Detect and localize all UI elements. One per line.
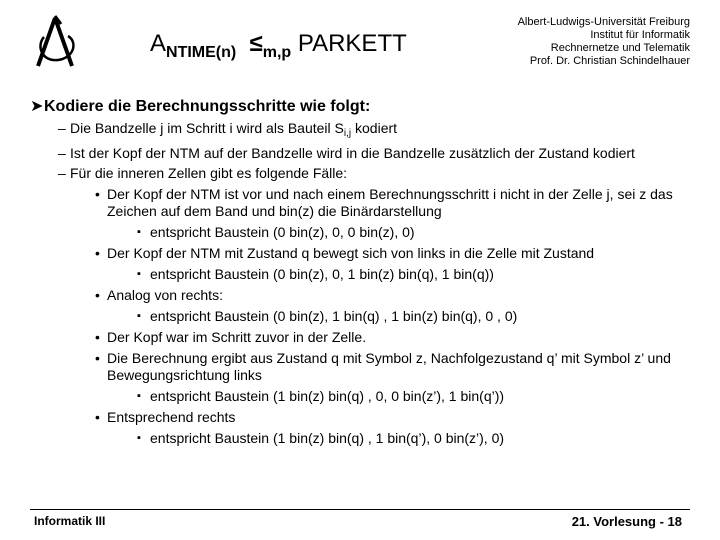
title-main: A: [150, 30, 167, 57]
bullet-item-text: Der Kopf der NTM ist vor und nach einem Berechnungsschritt i nicht in der Zelle j, sei z das Zeichen auf dem Band und bin(z) die Binärdarstellung: [107, 186, 673, 219]
bullet-item: [30, 245, 700, 262]
title-tail: PARKETT: [297, 30, 407, 57]
institute-line: Rechnernetze und Telematik: [550, 42, 690, 54]
bullet-item: [30, 186, 700, 220]
dash-item-text: Die Bandzelle j im Schritt i wird als Bauteil S: [70, 120, 344, 136]
dash-marker: –: [58, 120, 66, 136]
bullet-item: [30, 350, 700, 384]
bullet-item-text: Der Kopf war im Schritt zuvor in der Zelle.: [107, 329, 367, 345]
bullet-item-text: Analog von rechts:: [107, 287, 223, 303]
dash-item-text: Ist der Kopf der NTM auf der Bandzelle wird in die Bandzelle zusätzlich der Zustand kodiert: [70, 145, 635, 161]
cell-subscript: i,j: [343, 128, 352, 139]
dash-item-text-end: kodiert: [351, 120, 398, 136]
relation-symbol: ≤: [249, 30, 263, 57]
footer-course: Informatik III: [34, 514, 106, 528]
sub-bullet-item: [30, 266, 700, 283]
bullet-item: [30, 409, 700, 426]
sub-bullet-item: [30, 308, 700, 325]
sub-bullet-item: [30, 430, 700, 447]
institute-line: Institut für Informatik: [590, 29, 690, 41]
bullet-marker: •: [95, 409, 100, 425]
slide-content: [30, 97, 700, 447]
square-bullet-icon: ▪: [137, 226, 141, 238]
sub-bullet-text: entspricht Baustein (1 bin(z) bin(q) , 0, 0 bin(z’), 1 bin(q’)): [150, 388, 505, 404]
bullet-item-text: Entsprechend rechts: [107, 409, 236, 425]
reduction-relation: [249, 30, 292, 61]
bullet-marker: •: [95, 186, 100, 202]
square-bullet-icon: ▪: [137, 432, 141, 444]
institute-line: Albert-Ludwigs-Universität Freiburg: [517, 16, 690, 28]
page-title: [150, 30, 407, 62]
square-bullet-icon: ▪: [137, 390, 141, 402]
sub-bullet-text: entspricht Baustein (0 bin(z), 1 bin(q) , 1 bin(z) bin(q), 0 , 0): [150, 308, 518, 324]
university-logo-icon: [28, 12, 88, 74]
bullet-marker: •: [95, 245, 100, 261]
dash-item: [30, 165, 700, 182]
sub-bullet-text: entspricht Baustein (0 bin(z), 0, 0 bin(z), 0): [150, 224, 415, 240]
bullet-item: [30, 287, 700, 304]
bullet-item-text: Die Berechnung ergibt aus Zustand q mit Symbol z, Nachfolgezustand q’ mit Symbol z’ und Bewegungsrichtung links: [107, 350, 671, 383]
main-bullet: [30, 97, 700, 117]
square-bullet-icon: ▪: [137, 268, 141, 280]
title-subscript: NTIME(n): [166, 44, 237, 61]
sub-bullet-text: entspricht Baustein (0 bin(z), 0, 1 bin(z) bin(q), 1 bin(q)): [150, 266, 494, 282]
main-bullet-text: Kodiere die Berechnungsschritte wie folgt:: [44, 98, 371, 115]
bullet-marker: •: [95, 329, 100, 345]
institute-line: Prof. Dr. Christian Schindelhauer: [529, 55, 690, 67]
dash-item: [30, 145, 700, 162]
sub-bullet-item: [30, 224, 700, 241]
bullet-item-text: Der Kopf der NTM mit Zustand q bewegt sich von links in die Zelle mit Zustand: [107, 245, 595, 261]
arrow-bullet-icon: ➤: [30, 98, 44, 115]
bullet-item: [30, 329, 700, 346]
dash-item-text: Für die inneren Zellen gibt es folgende Fälle:: [70, 165, 348, 181]
square-bullet-icon: ▪: [137, 310, 141, 322]
dash-marker: –: [58, 165, 66, 181]
footer-divider: [30, 509, 690, 510]
sub-bullet-item: [30, 388, 700, 405]
dash-marker: –: [58, 145, 66, 161]
dash-item: [30, 120, 700, 142]
footer-page-number: 21. Vorlesung - 18: [571, 514, 682, 529]
relation-subscript: m,p: [262, 44, 292, 61]
bullet-marker: •: [95, 287, 100, 303]
bullet-marker: •: [95, 350, 100, 366]
sub-bullet-text: entspricht Baustein (1 bin(z) bin(q) , 1 bin(q’), 0 bin(z’), 0): [150, 430, 505, 446]
institute-info: [430, 16, 690, 68]
